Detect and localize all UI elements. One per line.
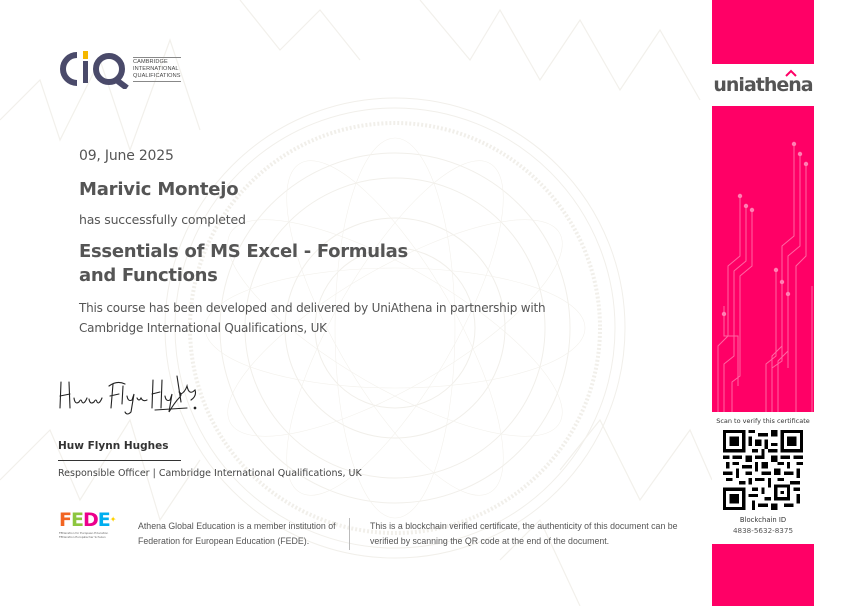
circuit-pattern-panel (712, 106, 814, 412)
ciq-logo-text (133, 57, 181, 82)
ciq-logo-mark (57, 49, 135, 89)
fede-logo-mark: FEDE✦ (59, 509, 116, 531)
blockchain-statement: This is a blockchain verified certificate, the authenticity of this document can be verified by scanning the QR code at the end of the document. (370, 521, 678, 546)
pink-band-bottom (712, 544, 814, 606)
ciq-logo (57, 49, 189, 89)
fede-subtext-line: FEDeration for European Education (59, 531, 109, 535)
side-panel (712, 0, 814, 606)
completion-statement: has successfully completed (79, 212, 246, 227)
ciq-text-line: QUALIFICATIONS (133, 72, 181, 79)
signature-line (58, 460, 181, 461)
uniathena-logo (708, 64, 818, 106)
issue-date: 09, June 2025 (79, 148, 174, 164)
brand-roof-icon (785, 69, 797, 77)
signature-image (57, 372, 202, 416)
verification-box (712, 412, 814, 544)
membership-statement: Athena Global Education is a member institution of Federation for European Education (FEDE). (138, 521, 336, 546)
course-title: Essentials of MS Excel - Formulas and Functions (79, 241, 408, 286)
qr-code-icon[interactable] (723, 430, 803, 510)
ciq-text-line: CAMBRIDGE (133, 58, 168, 65)
fede-logo-subtext (59, 531, 121, 539)
circuit-lines-icon (712, 106, 814, 412)
footer-divider (349, 518, 350, 550)
scan-instruction: Scan to verify this certificate (716, 417, 810, 425)
signatory-role: Responsible Officer | Cambridge International Qualifications, UK (58, 468, 362, 479)
blockchain-id-label: Blockchain ID (739, 516, 787, 524)
brand-prefix: uni (713, 74, 744, 96)
pink-band-top (712, 0, 814, 64)
ciq-text-line: INTERNATIONAL (133, 65, 179, 72)
course-description: This course has been developed and delivered by UniAthena in partnership with Cambridge International Qualifications, UK (79, 301, 546, 335)
signatory-name: Huw Flynn Hughes (58, 440, 169, 452)
fede-subtext-line: FEDeration Europäischer Schulen (59, 535, 106, 539)
blockchain-id-value: 4838-5632-8375 (732, 526, 794, 535)
fede-logo (59, 510, 121, 550)
brand-suffix: athena (743, 74, 813, 96)
recipient-name: Marivic Montejo (79, 179, 239, 200)
